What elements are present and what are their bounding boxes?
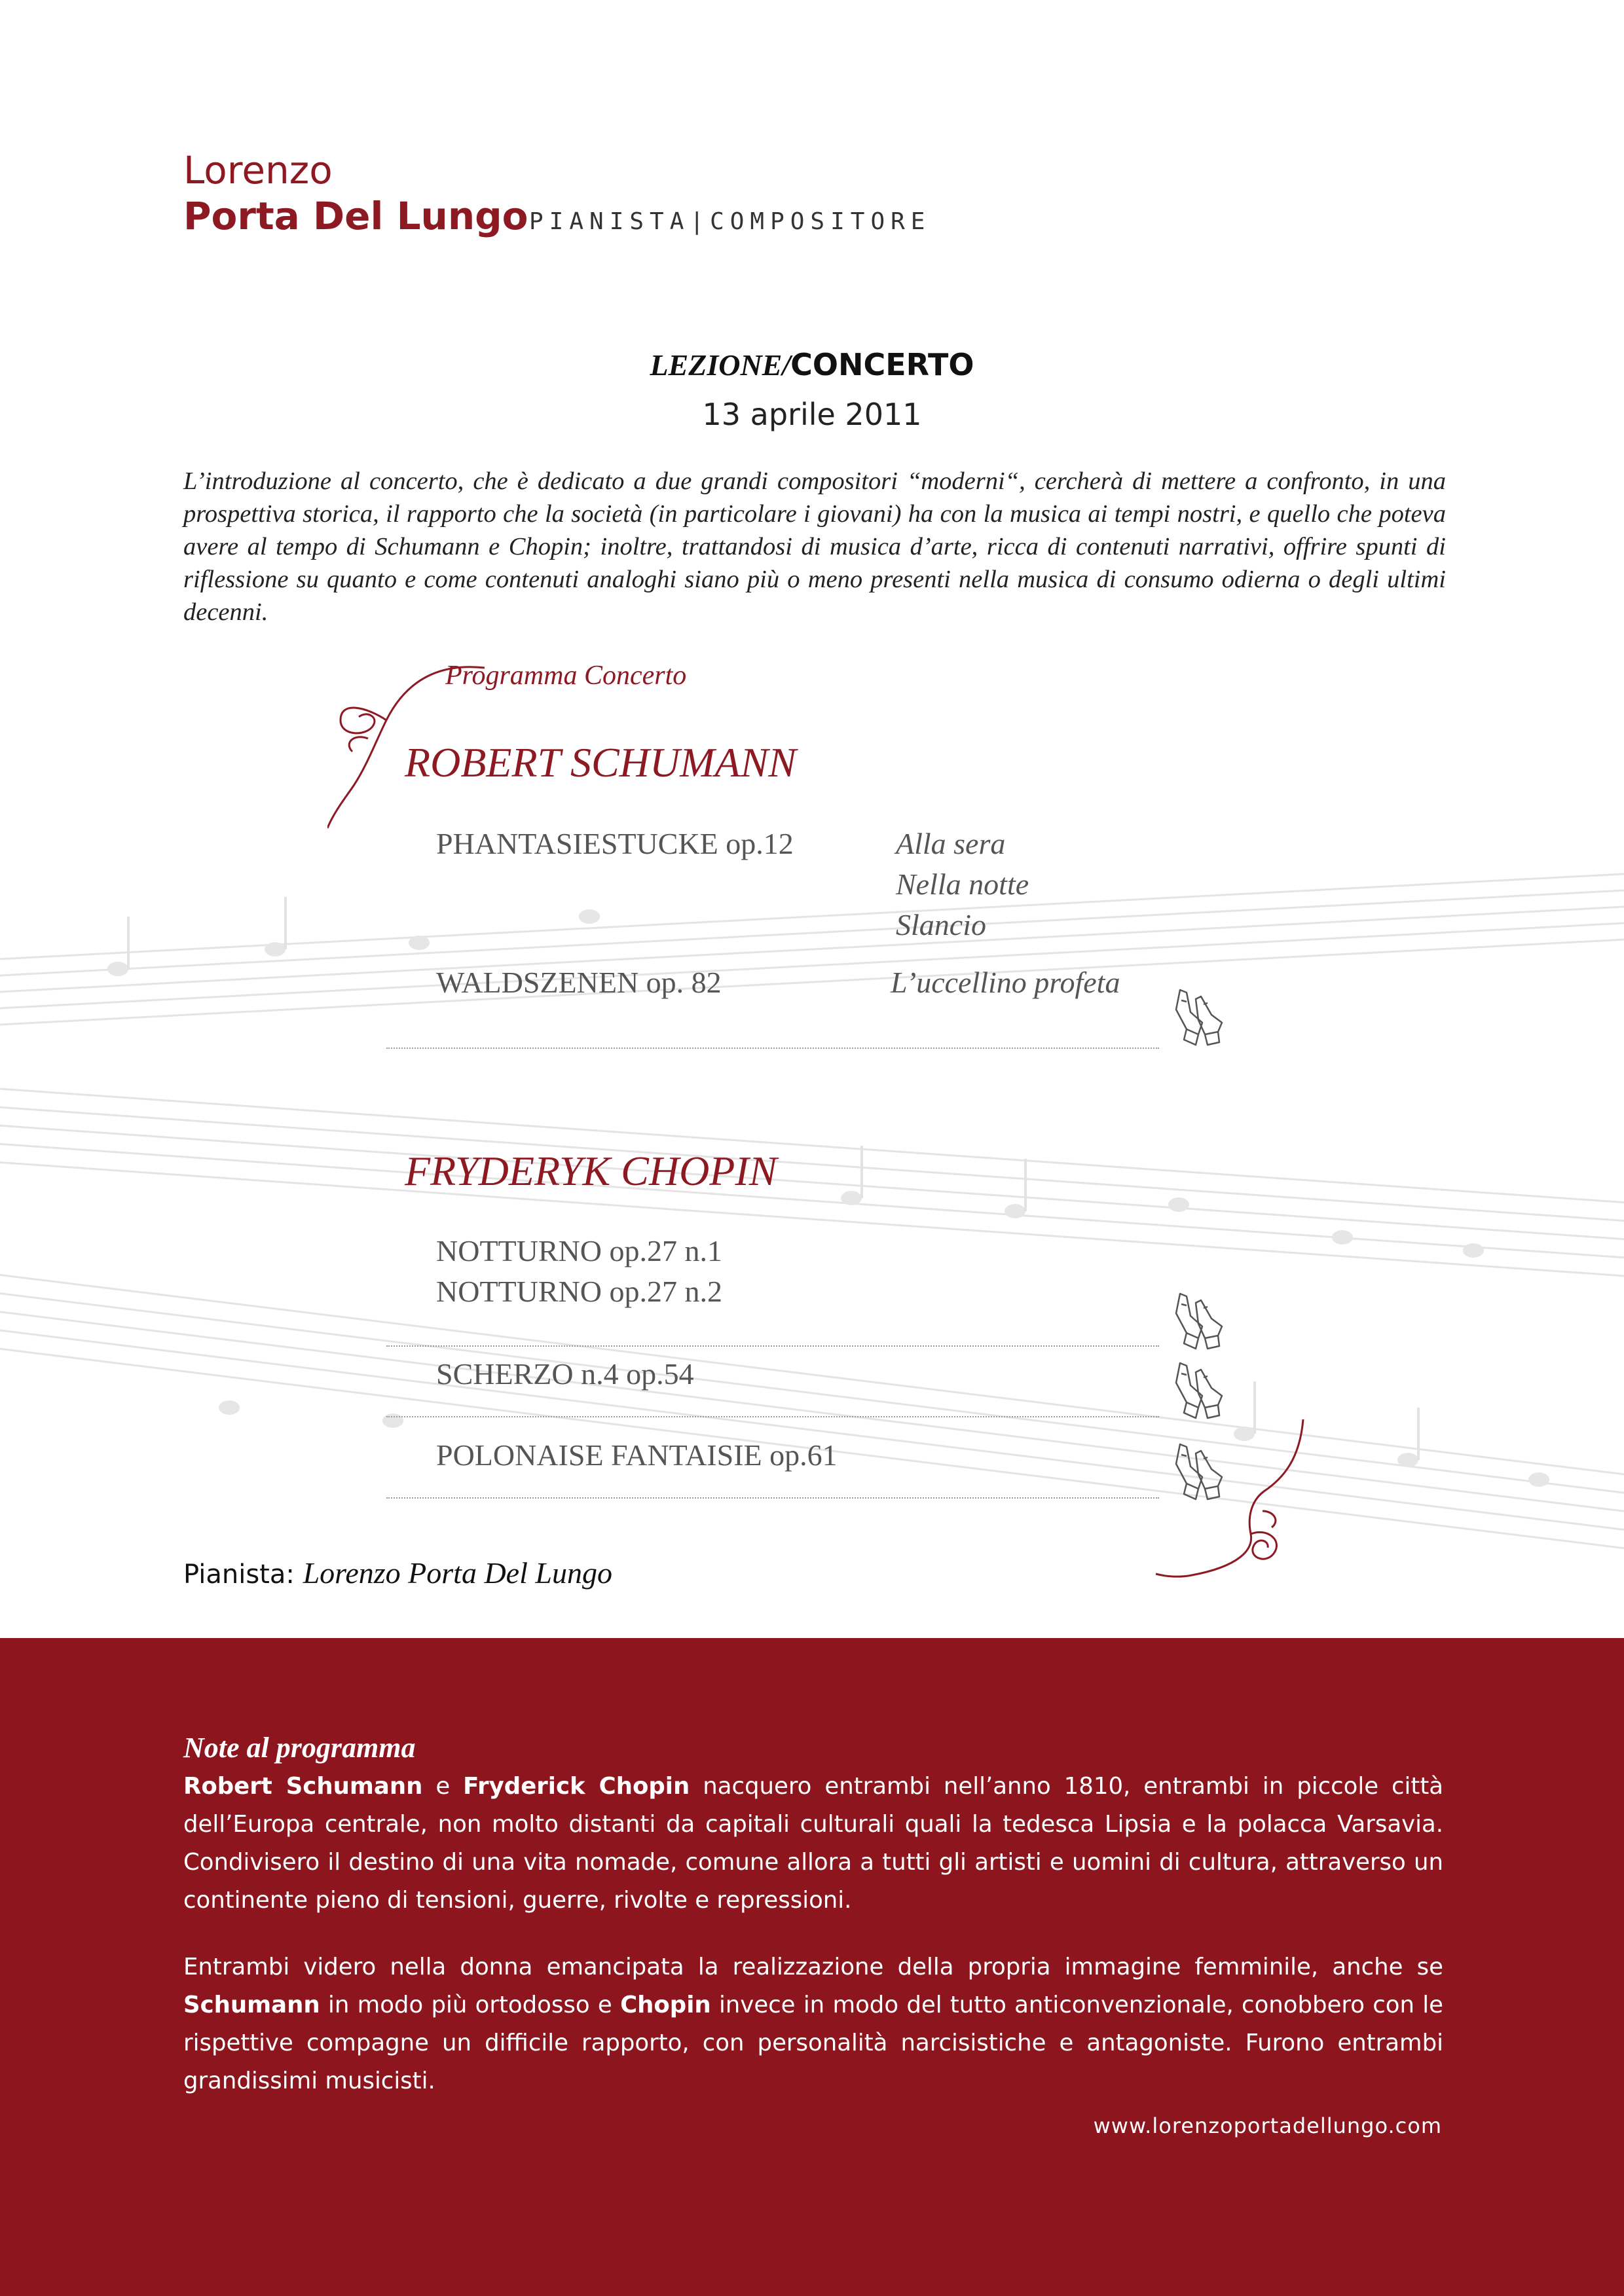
notes-text: nacquero entrambi nell’anno 1810, entrambi in piccole città dell’Europa centrale, non molto distanti da capitali culturali quali la tedesca Lipsia e la polacca Varsavia. Condivisero il destino di una vita nomade, comune allora a tutti gli artisti e uomini di cultura, attraverso un continente pieno di tensioni, guerre, rivolte e repressioni. bbox=[183, 1773, 1443, 1914]
notes-name-schumann: Robert Schumann bbox=[183, 1773, 423, 1800]
event-title-bold: CONCERTO bbox=[790, 347, 974, 382]
notes-name-chopin: Fryderick Chopin bbox=[463, 1773, 690, 1800]
divider bbox=[386, 1345, 1159, 1347]
brand-tagline: PIANISTA|COMPOSITORE bbox=[529, 208, 931, 235]
movement-slancio: Slancio bbox=[896, 908, 986, 941]
movement-uccellino-profeta: L’uccellino profeta bbox=[891, 966, 1120, 999]
notes-text: e bbox=[422, 1773, 464, 1800]
brand-last-name: Porta Del Lungo bbox=[183, 194, 528, 238]
work-waldszenen: WALDSZENEN op. 82 bbox=[436, 966, 722, 999]
applause-hands-icon bbox=[1167, 983, 1232, 1049]
program-notes-section bbox=[0, 1638, 1624, 2296]
website-link[interactable]: www.lorenzoportadellungo.com bbox=[1093, 2113, 1442, 2138]
notes-text: invece in modo del tutto anticonvenzionale, conobbero con le rispettive compagne un difficile rapporto, con personalità narcisistiche e antagoniste. Furono entrambi grandissimi musicisti. bbox=[183, 1992, 1444, 2094]
notes-name-schumann: Schumann bbox=[183, 1992, 320, 2018]
brand-logo bbox=[183, 147, 528, 239]
movement-nella-notte: Nella notte bbox=[896, 867, 1029, 901]
notes-title: Note al programma bbox=[183, 1732, 416, 1764]
divider bbox=[386, 1416, 1159, 1417]
movement-alla-sera: Alla sera bbox=[896, 827, 1006, 860]
pianist-credit bbox=[183, 1556, 612, 1590]
sheet-music-background bbox=[0, 753, 1624, 1637]
program-label: Programma Concerto bbox=[445, 661, 687, 691]
notes-paragraph-2 bbox=[183, 1948, 1443, 2100]
composer-schumann: ROBERT SCHUMANN bbox=[405, 739, 796, 786]
notes-name-chopin: Chopin bbox=[620, 1992, 711, 2018]
work-nocturne-1: NOTTURNO op.27 n.1 bbox=[436, 1234, 722, 1267]
work-polonaise-fantaisie: POLONAISE FANTAISIE op.61 bbox=[436, 1438, 838, 1472]
pianist-label: Pianista: bbox=[183, 1559, 295, 1590]
flourish-bottom-icon bbox=[1153, 1419, 1310, 1583]
work-nocturne-2: NOTTURNO op.27 n.2 bbox=[436, 1275, 722, 1308]
notes-text: in modo più ortodosso e bbox=[320, 1992, 621, 2018]
pianist-name: Lorenzo Porta Del Lungo bbox=[303, 1556, 612, 1590]
notes-text: Entrambi videro nella donna emancipata la realizzazione della propria immagine femminile, anche se bbox=[183, 1954, 1443, 1980]
applause-hands-icon bbox=[1167, 1287, 1232, 1353]
applause-hands-icon bbox=[1167, 1357, 1232, 1422]
event-title bbox=[0, 347, 1624, 382]
notes-paragraph-1 bbox=[183, 1768, 1443, 1920]
divider bbox=[386, 1048, 1159, 1049]
brand-first-name: Lorenzo bbox=[183, 148, 333, 192]
work-scherzo: SCHERZO n.4 op.54 bbox=[436, 1357, 694, 1391]
event-date: 13 aprile 2011 bbox=[702, 397, 922, 432]
intro-paragraph: L’introduzione al concerto, che è dedicato a due grandi compositori “moderni“, cercherà di mettere a confronto, in una prospettiva storica, il rapporto che la società (in particolare i giovani) ha con la musica ai tempi nostri, e quello che poteva avere al tempo di Schumann e Chopin; inoltre, trattandosi di musica d’arte, ricca di contenuti narrativi, offrire spunti di riflessione su quanto e come contenuti analoghi siano più o meno presenti nella musica di consumo odierna o degli ultimi decenni. bbox=[183, 467, 1446, 626]
event-title-italic: LEZIONE/ bbox=[650, 348, 791, 382]
divider bbox=[386, 1497, 1159, 1499]
composer-chopin: FRYDERYK CHOPIN bbox=[405, 1148, 777, 1194]
work-phantasiestucke: PHANTASIESTUCKE op.12 bbox=[436, 827, 794, 860]
